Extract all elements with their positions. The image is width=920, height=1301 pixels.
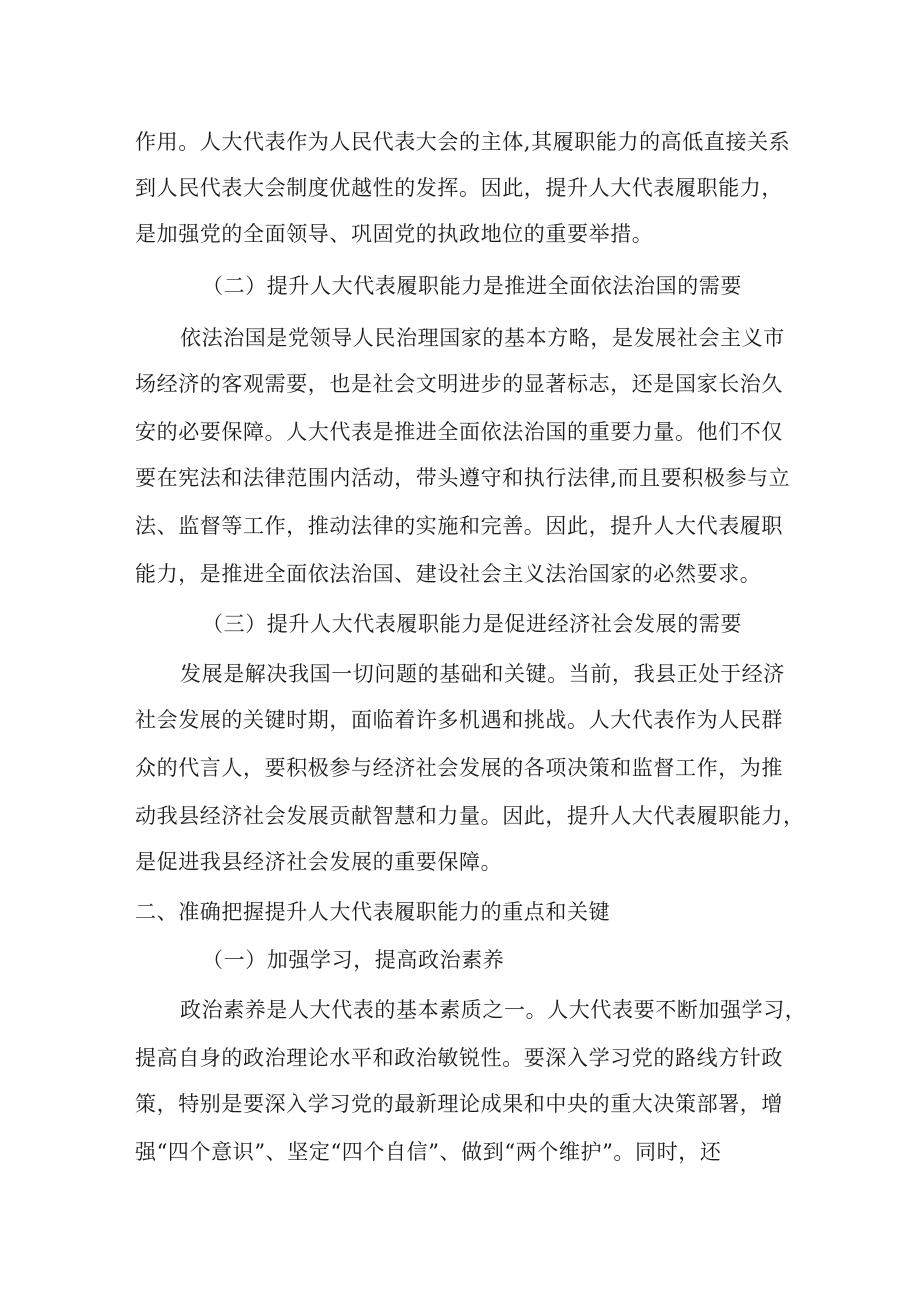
paragraph-line: 动我县经济社会发展贡献智慧和力量。因此，提升人大代表履职能力， (135, 804, 805, 828)
section-heading: （二）提升人大代表履职能力是推进全面依法治国的需要 (202, 274, 742, 298)
paragraph-line: 提高自身的政治理论水平和政治敏锐性。要深入学习党的路线方针政 (135, 1046, 783, 1070)
paragraph-line: 要在宪法和法律范围内活动，带头遵守和执行法律,而且要积极参与立 (135, 466, 791, 490)
paragraph-line: 社会发展的关键时期，面临着许多机遇和挑战。人大代表作为人民群 (135, 708, 783, 732)
paragraph-line: 到人民代表大会制度优越性的发挥。因此，提升人大代表履职能力， (135, 176, 783, 200)
paragraph-line: 依法治国是党领导人民治理国家的基本方略，是发展社会主义市 (180, 326, 785, 350)
section-heading: （三）提升人大代表履职能力是促进经济社会发展的需要 (202, 612, 742, 636)
paragraph-line: 策，特别是要深入学习党的最新理论成果和中央的重大决策部署，增 (135, 1092, 783, 1116)
paragraph-line: 作用。人大代表作为人民代表大会的主体,其履职能力的高低直接关系 (135, 130, 791, 154)
paragraph-line: 众的代言人，要积极参与经济社会发展的各项决策和监督工作，为推 (135, 756, 783, 780)
paragraph-line: 安的必要保障。人大代表是推进全面依法治国的重要力量。他们不仅 (135, 420, 783, 444)
paragraph-line: 政治素养是人大代表的基本素质之一。人大代表要不断加强学习， (180, 998, 807, 1022)
paragraph-line: 是促进我县经济社会发展的重要保障。 (135, 850, 503, 874)
section-heading: （一）加强学习，提高政治素养 (202, 948, 505, 972)
paragraph-line: 强“四个意识”、坚定“四个自信”、做到“两个维护”。同时，还 (135, 1140, 722, 1164)
paragraph-line: 发展是解决我国一切问题的基础和关键。当前，我县正处于经济 (180, 662, 785, 686)
paragraph-line: 场经济的客观需要，也是社会文明进步的显著标志，还是国家长治久 (135, 372, 783, 396)
paragraph-line: 能力，是推进全面依法治国、建设社会主义法治国家的必然要求。 (135, 562, 762, 586)
chapter-heading: 二、准确把握提升人大代表履职能力的重点和关键 (135, 900, 611, 924)
paragraph-line: 法、监督等工作，推动法律的实施和完善。因此，提升人大代表履职 (135, 514, 783, 538)
paragraph-line: 是加强党的全面领导、巩固党的执政地位的重要举措。 (135, 222, 654, 246)
